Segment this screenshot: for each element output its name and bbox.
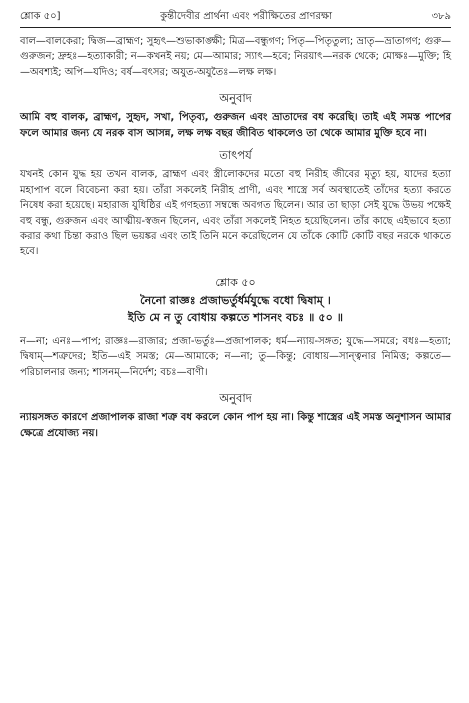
translation-heading-50: অনুবাদ: [219, 391, 252, 406]
synonyms-verse-49: বাল—বালকেরা; দ্বিজ—ব্রাহ্মণ; সুহৃৎ—শুভাকাঙ্ক্ষী; মিত্র—বন্ধুগণ; পিতৃ—পিতৃতুল্য; ভ্রাতৃ—ভ্রাতাগণ; গুরু—গুরুজন; দ্রুহঃ—হত্যাকারী; ন—কখনই নয়; মে—আমার; স্যাৎ—হবে; নিরয়াৎ—নরক থেকে; মোক্ষঃ—মুক্তি; হি—অবশ্যই; অপি—যদিও; বর্ষ—বৎসর; অযুত-অযুতৈঃ—লক্ষ লক্ষ।: [20, 36, 451, 78]
verse-number-50: শ্লোক ৫০: [215, 275, 256, 289]
header-chapter-title: কুন্তীদেবীর প্রার্থনা এবং পরীক্ষিতের প্রাণরক্ষা: [160, 11, 332, 22]
translation-verse-50: ন্যায়সঙ্গত কারণে প্রজাপালক রাজা শত্রু বধ করলে কোন পাপ হয় না। কিন্তু শাস্ত্রের এই সমস্ত অনুশাসন আমার ক্ষেত্রে প্রযোজ্য নয়।: [20, 412, 451, 439]
header-page-number: ৩৮৯: [431, 11, 451, 22]
synonyms-verse-50: ন—না; এনঃ—পাপ; রাজ্ঞঃ—রাজার; প্রজা-ভর্তুঃ—প্রজাপালক; ধর্ম—ন্যায়-সঙ্গত; যুদ্ধে—সমরে; বধঃ—হত্যা; দ্বিষাম্—শত্রুদের; ইতি—এই সমস্ত; মে—আমাকে; ন—না; তু—কিন্তু; বোধায়—সান্ত্বনার নিমিত্ত; কল্পতে—পরিচালনার জন্য; শাসনম্—নির্দেশ; বচঃ—বাণী।: [20, 335, 451, 378]
translation-verse-49: আমি বহু বালক, ব্রাহ্মণ, সুহৃদ, সখা, পিতৃব্য, গুরুজন এবং ভ্রাতাদের বধ করেছি। তাই এই সমস্ত পাপের ফলে আমার জন্য যে নরক বাস আসন্ন, লক্ষ লক্ষ বছর জীবিত থাকলেও তা থেকে আমার মুক্তি হবে না।: [20, 112, 451, 139]
header-verse-ref: শ্লোক ৫০]: [20, 11, 61, 22]
verse-50-line-1: নৈনো রাজ্ঞঃ প্রজাভর্তুর্ধর্মযুদ্ধে বধো দ্বিষাম্ ।: [140, 293, 331, 307]
running-header: [20, 10, 451, 28]
translation-heading-49: অনুবাদ: [219, 91, 252, 106]
purport-verse-49: যখনই কোন যুদ্ধ হয় তখন বালক, ব্রাহ্মণ এবং স্ত্রীলোকদের মতো বহু নিরীহ জীবের মৃত্যু হয়, যাদের হত্যা মহাপাপ বলে বিবেচনা করা হয়। তাঁরা সকলেই নিরীহ প্রাণী, এবং শাস্ত্রে সর্ব অবস্থাতেই তাঁদের হত্যা করতে নিষেধ করা হয়েছে। মহারাজ যুধিষ্ঠির এই গণহত্যা সম্বন্ধে অবগত ছিলেন। আর তা ছাড়া সেই যুদ্ধে উভয় পক্ষেই বহু বন্ধু, গুরুজন এবং আত্মীয়-স্বজন ছিলেন, এবং তাঁরা সকলেই নিহত হয়েছিলেন। তাঁর কাছে এইভাবে হত্যা করার কথা চিন্তা করাও ছিল ভয়ঙ্কর এবং তাই তিনি মনে করেছিলেন যে তাঁকে কোটি কোটি বছর নরকে থাকতে হবে।: [20, 169, 451, 258]
purport-heading: তাৎপর্য: [219, 148, 252, 163]
verse-50-line-2: ইতি মে ন তু বোধায় কল্পতে শাসনং বচঃ ॥ ৫০ ॥: [127, 310, 344, 324]
